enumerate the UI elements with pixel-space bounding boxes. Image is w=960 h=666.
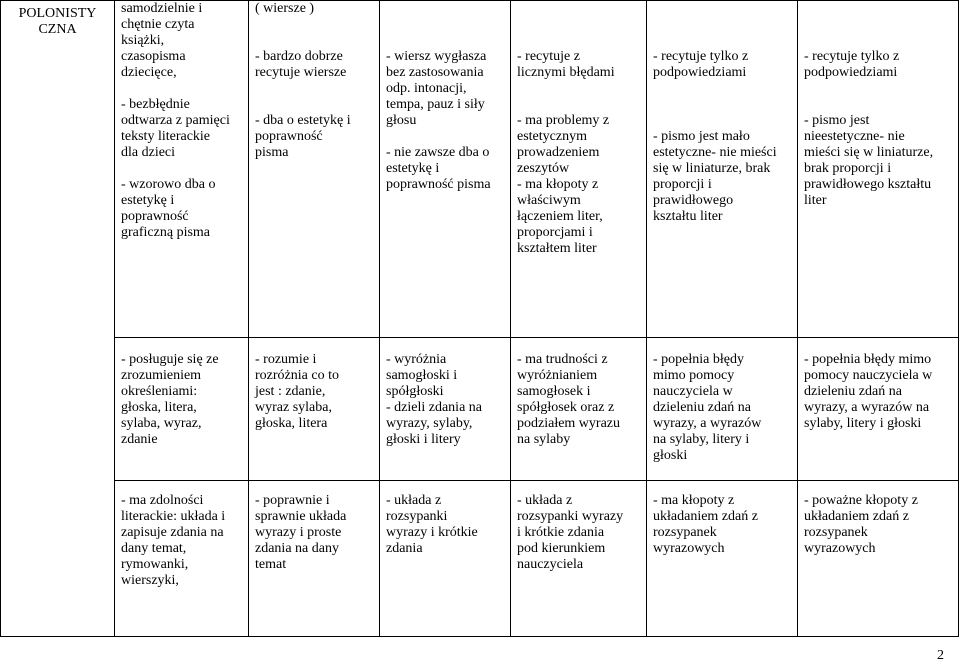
table-cell: - ma trudności z wyróżnianiem samogłosek i spółgłosek oraz z podziałem wyrazu na sylaby <box>511 338 647 481</box>
table-cell: - układa z rozsypanki wyrazy i krótkie zdania <box>380 481 511 637</box>
table-cell: - ma zdolności literackie: układa i zapisuje zdania na dany temat, rymowanki, wierszyki, <box>115 481 249 637</box>
table-row <box>1 338 959 481</box>
table-cell: - recytuje tylko z podpowiedziami - pismo jest mało estetyczne- nie mieści się w liniaturze, brak proporcji i prawidłowego kształtu liter <box>647 1 798 338</box>
table-cell: - ma kłopoty z układaniem zdań z rozsypanek wyrazowych <box>647 481 798 637</box>
table-cell: samodzielnie i chętnie czyta książki, czasopisma dziecięce, - bezbłędnie odtwarza z pamięci teksty literackie dla dzieci - wzorowo dba o estetykę i poprawność graficzną pisma <box>115 1 249 338</box>
page-number: 2 <box>937 648 944 663</box>
table-cell: - posługuje się ze zrozumieniem określeniami: głoska, litera, sylaba, wyraz, zdanie <box>115 338 249 481</box>
subject-cell <box>1 1 115 637</box>
table-cell: - układa z rozsypanki wyrazy i krótkie zdania pod kierunkiem nauczyciela <box>511 481 647 637</box>
table-cell: - recytuje z licznymi błędami - ma problemy z estetycznym prowadzeniem zeszytów - ma kłopoty z właściwym łączeniem liter, proporcjami i kształtem liter <box>511 1 647 338</box>
table-cell: - wyróżnia samogłoski i spółgłoski - dzieli zdania na wyrazy, sylaby, głoski i litery <box>380 338 511 481</box>
table-cell: ( wiersze ) - bardzo dobrze recytuje wiersze - dba o estetykę i poprawność pisma <box>249 1 380 338</box>
table-cell: - poważne kłopoty z układaniem zdań z rozsypanek wyrazowych <box>798 481 959 637</box>
subject-label: POLONISTY CZNA <box>18 6 97 37</box>
table-cell: - rozumie i rozróżnia co to jest : zdanie, wyraz sylaba, głoska, litera <box>249 338 380 481</box>
table-cell: - wiersz wygłasza bez zastosowania odp. intonacji, tempa, pauz i siły głosu - nie zawsze dba o estetykę i poprawność pisma <box>380 1 511 338</box>
table-cell: - poprawnie i sprawnie układa wyrazy i proste zdania na dany temat <box>249 481 380 637</box>
table-row <box>1 1 959 338</box>
table-cell: - recytuje tylko z podpowiedziami - pismo jest nieestetyczne- nie mieści się w liniaturze, brak proporcji i prawidłowego kształtu liter <box>798 1 959 338</box>
table-row <box>1 481 959 637</box>
table-cell: - popełnia błędy mimo pomocy nauczyciela w dzieleniu zdań na wyrazy, a wyrazów na sylaby, litery i głoski <box>798 338 959 481</box>
table-cell: - popełnia błędy mimo pomocy nauczyciela w dzieleniu zdań na wyrazy, a wyrazów na sylaby, litery i głoski <box>647 338 798 481</box>
